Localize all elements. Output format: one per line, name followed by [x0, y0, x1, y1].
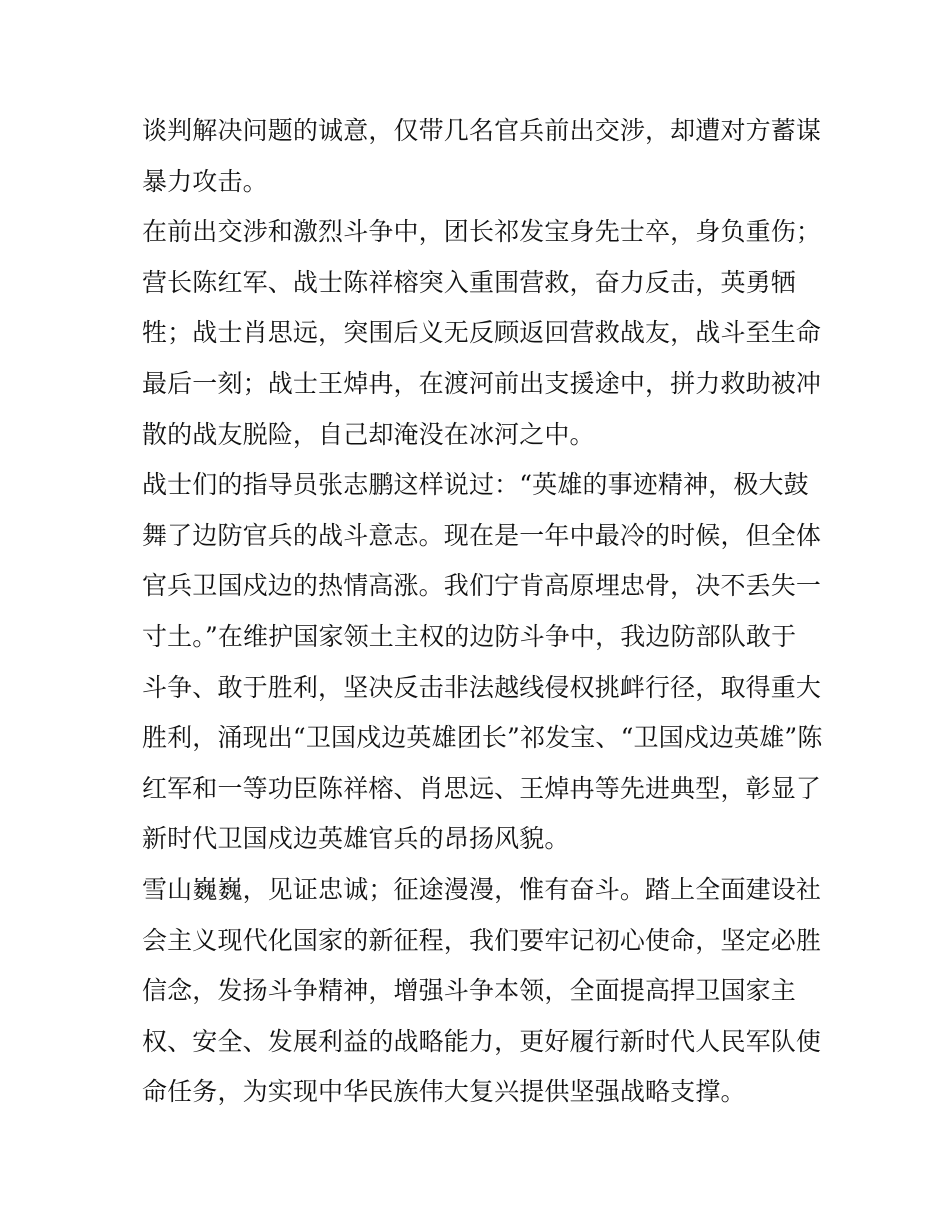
text-line: 胜利，涌现出“卫国戍边英雄团长”祁发宝、“卫国戍边英雄”陈	[142, 723, 823, 753]
paragraph-1	[142, 106, 822, 207]
text-line: 暴力攻击。	[142, 166, 268, 196]
text-line: 战士们的指导员张志鹏这样说过：“英雄的事迹精神，极大鼓	[142, 470, 809, 500]
text-line: 舞了边防官兵的战斗意志。现在是一年中最冷的时候，但全体	[142, 520, 822, 550]
document-body	[142, 106, 822, 1118]
text-line: 寸土。”在维护国家领土主权的边防斗争中，我边防部队敢于	[142, 621, 797, 651]
text-line: 营长陈红军、战士陈祥榕突入重围营救，奋力反击，英勇牺	[142, 267, 796, 297]
text-line: 牲；战士肖思远，突围后义无反顾返回营救战友，战斗至生命	[142, 318, 822, 348]
text-line: 散的战友脱险，自己却淹没在冰河之中。	[142, 419, 595, 449]
text-line: 最后一刻；战士王焯冉，在渡河前出支援途中，拼力救助被冲	[142, 368, 822, 398]
paragraph-4	[142, 865, 822, 1118]
text-line: 命任务，为实现中华民族伟大复兴提供坚强战略支撑。	[142, 1077, 746, 1107]
text-line: 权、安全、发展利益的战略能力，更好履行新时代人民军队使	[142, 1026, 822, 1056]
text-line: 红军和一等功臣陈祥榕、肖思远、王焯冉等先进典型，彰显了	[142, 773, 822, 803]
text-line: 斗争、敢于胜利，坚决反击非法越线侵权挑衅行径，取得重大	[142, 672, 822, 702]
text-line: 谈判解决问题的诚意，仅带几名官兵前出交涉，却遭对方蓄谋	[142, 116, 822, 145]
paragraph-2	[142, 207, 822, 460]
paragraph-3	[142, 460, 822, 865]
text-line: 在前出交涉和激烈斗争中，团长祁发宝身先士卒，身负重伤；	[142, 217, 822, 247]
text-line: 官兵卫国戍边的热情高涨。我们宁肯高原埋忠骨，决不丢失一	[142, 571, 822, 601]
text-line: 会主义现代化国家的新征程，我们要牢记初心使命，坚定必胜	[142, 925, 822, 955]
text-line: 新时代卫国戍边英雄官兵的昂扬风貌。	[142, 824, 570, 854]
text-line: 雪山巍巍，见证忠诚；征途漫漫，惟有奋斗。踏上全面建设社	[142, 874, 822, 904]
text-line: 信念，发扬斗争精神，增强斗争本领，全面提高捍卫国家主	[142, 976, 796, 1006]
